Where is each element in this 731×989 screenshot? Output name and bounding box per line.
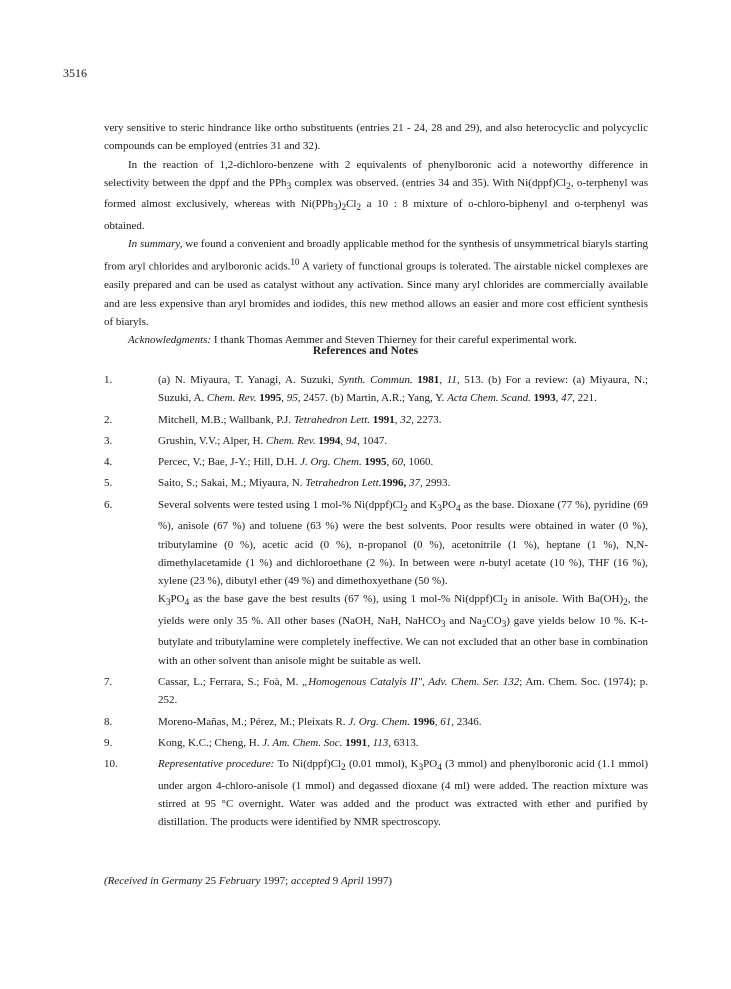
text-run: 2 [356, 202, 362, 213]
reference-item [104, 673, 648, 710]
text-run: complex was observed. (entries 34 and 35). With Ni(dppf)Cl [291, 176, 567, 189]
reference-number: 9. [104, 736, 113, 749]
reference-number: 10. [104, 758, 118, 771]
reference-text [158, 755, 648, 831]
text-run: 1997; [260, 875, 291, 887]
reference-number: 5. [104, 477, 113, 490]
text-run: Chem. Rev. [206, 392, 257, 405]
text-run: Tetrahedron Lett. [305, 477, 382, 490]
text-run: 4 [455, 502, 461, 513]
text-run: , 513. (b) For a review: (a) Miyaura, N.; Suzuki, A. [158, 374, 649, 405]
text-run: , [555, 392, 562, 405]
text-run: CO [486, 614, 502, 627]
text-run: , [439, 374, 447, 386]
reference-number: 4. [104, 456, 113, 469]
text-run: as the base gave the best results (67 %), using 1 mol-% Ni(dppf)Cl [189, 593, 504, 606]
reference-item [104, 755, 648, 831]
text-run: 1996, [381, 477, 407, 490]
text-run: , 2346. [451, 715, 482, 728]
text-run: a 10 : 8 mixture of o-chloro-biphenyl and o-terphenyl was obtained. [104, 198, 648, 232]
page-number: 3516 [63, 66, 87, 80]
reference-number: 7. [104, 676, 113, 689]
text-run: , 2273. [411, 413, 442, 426]
text-run: A variety of functional groups is tolerated. The airstable nickel complexes are easily prepared and can be used as catalyst without any activation. Since many aryl chlorides are commercially available and are less expensive than aryl bromides and iodides, this new method allows an easier and more cost efficient synthesis of biaryls. [104, 261, 648, 328]
text-run: 1995 [364, 456, 387, 469]
text-run: 1981 [417, 374, 440, 386]
text-run: 3 [165, 597, 171, 608]
text-run: 11 [446, 374, 457, 386]
text-run: and K [407, 498, 438, 511]
text-run: 9 [330, 875, 342, 887]
text-run: as the base. Dioxane (77 %), pyridine (69 %), anisole (67 %) and toluene (63 %) were the best solvents. Poor results were obtained in water (0 %), tributylamine (0 %), acetic acid (0 %), n-propanol (0 %), acetonitrile (1 %), heptane (1 %), N,N-dimethylacetamide (1 %) and dichloroethane (2 %). In between were [158, 498, 648, 569]
text-run: In summary, [128, 238, 183, 251]
text-run: 1991 [345, 736, 368, 749]
text-run: 2 [481, 619, 487, 630]
text-run: 60 [391, 456, 403, 469]
text-run: 25 [202, 875, 219, 887]
text-run: Mitchell, M.B.; Wallbank, P.J. [158, 413, 294, 426]
text-run: 1994 [318, 434, 341, 447]
text-run: (0.01 mmol), K [345, 758, 419, 771]
reference-text [158, 590, 648, 670]
text-run: , the yields were only 35 %. All other bases (NaOH, NaH, NaHCO [158, 593, 648, 627]
text-run: PO [423, 758, 438, 771]
text-run: 32 [400, 413, 412, 426]
text-run: 4 [184, 597, 190, 608]
reference-text [158, 411, 648, 429]
text-run: 2 [341, 762, 346, 773]
text-run: , [281, 392, 287, 405]
text-run: and Na [445, 614, 482, 627]
text-run: (Received in Germany [104, 875, 203, 887]
text-run: we found a convenient and broadly applicable method for the synthesis of unsymmetrical biaryls starting from aryl chlorides and arylboronic acids. [104, 238, 648, 274]
text-run: 10 [290, 257, 300, 268]
text-run: , [434, 715, 441, 728]
text-run: 113 [372, 736, 389, 749]
text-run: 1995 [259, 392, 282, 405]
text-run: 1996 [412, 715, 435, 728]
text-run: 2 [623, 597, 628, 608]
text-run: PO [441, 498, 456, 511]
paragraph-summary [104, 235, 648, 331]
text-run: , o-terphenyl was formed almost exclusively, whereas with Ni(PPh [104, 176, 648, 211]
text-run: J. Org. Chem. [348, 715, 410, 728]
reference-number: 1. [104, 374, 113, 386]
reference-item [104, 411, 648, 429]
text-run: Percec, V.; Bae, J-Y.; Hill, D.H. [158, 456, 301, 469]
text-run: , [386, 456, 392, 469]
reference-text [158, 713, 648, 731]
reference-number: 2. [104, 413, 113, 426]
text-run: , [367, 736, 373, 749]
text-run: 4 [437, 762, 442, 773]
text-run: April [341, 875, 364, 887]
reference-number: 8. [104, 715, 113, 728]
reference-text [158, 371, 648, 408]
text-run: Acknowledgments: [128, 334, 212, 347]
text-run: Representative procedure: [158, 758, 275, 771]
text-run: K [158, 593, 166, 606]
text-run: , 2993. [419, 477, 451, 490]
text-run: -butyl acetate (10 %), THF (16 %), xylene (23 %), dibutyl ether (49 %) and dimethoxyethane (50 %). [158, 556, 648, 588]
text-run: Several solvents were tested using 1 mol-% Ni(dppf)Cl [158, 498, 403, 511]
reference-text [158, 496, 648, 591]
text-run: (a) N. Miyaura, T. Yanagi, A. Suzuki, [158, 374, 339, 386]
text-run: , [340, 434, 346, 447]
text-run: Moreno-Mañas, M.; Pérez, M.; Pleixats R. [158, 715, 349, 728]
text-run: 1991 [372, 413, 395, 426]
reference-item [104, 371, 648, 408]
text-run: , 221. [572, 392, 597, 405]
text-run: In the reaction of 1,2-dichloro-benzene with 2 equivalents of phenylboronic acid a noteworthy difference in selectivity between the dppf and the PPh [104, 158, 648, 189]
text-run: 3 [501, 619, 507, 630]
text-run: Cassar, L.; Ferrara, S.; Foà, M. [158, 676, 303, 689]
text-run: , 1060. [402, 456, 434, 469]
text-run: 3 [437, 502, 442, 513]
text-run: 3 [286, 181, 292, 192]
reference-item [104, 496, 648, 670]
text-run: 3 [440, 619, 446, 630]
text-run: J. Org. Chem. [300, 456, 362, 469]
text-run: February [218, 875, 261, 887]
text-run: , 1047. [356, 434, 388, 447]
text-run: 1993 [533, 392, 556, 405]
text-run: in anisole. With Ba(OH) [507, 593, 624, 606]
text-run: 2 [503, 597, 508, 608]
text-run: (3 mmol) and phenylboronic acid (1.1 mmol) under argon 4-chloro-anisole (1 mmol) and degassed dioxane (4 ml) were added. The reaction mixture was stirred at 95 °C overnight. Water was added and the product was extracted with ether and purified by distillation. The products were identified by NMR spectroscopy. [158, 758, 648, 829]
reference-number: 6. [104, 498, 113, 511]
text-run: ) gave yields below 10 %. K-t-butylate and tributylamine were completely ineffective. We can not excluded that an other base in combination with an other solvent than anisole might be suitable as well. [158, 614, 649, 667]
text-run: To Ni(dppf)Cl [274, 758, 342, 771]
text-run: 61 [440, 715, 452, 728]
text-run: 95 [286, 392, 298, 405]
text-run: 37 [408, 477, 420, 490]
text-run: 2 [566, 181, 571, 192]
reference-item [104, 474, 648, 492]
text-run: ; Am. Chem. Soc. (1974); p. 252. [158, 676, 649, 707]
text-run: 3 [333, 202, 338, 213]
received-note [104, 875, 392, 887]
reference-item [104, 734, 648, 752]
text-run: Chem. Rev. [266, 434, 316, 447]
text-run: Saito, S.; Sakai, M.; Miyaura, N. [158, 477, 306, 490]
text-run: Cl [346, 198, 357, 211]
reference-item [104, 453, 648, 471]
paragraph-selectivity [104, 156, 648, 236]
reference-number: 3. [104, 434, 113, 447]
text-run: Kong, K.C.; Cheng, H. [158, 736, 263, 749]
text-run: 2 [341, 202, 347, 213]
text-run: Synth. Commun. [338, 374, 413, 386]
reference-text [158, 474, 648, 492]
text-run: accepted [290, 875, 331, 887]
reference-item [104, 713, 648, 731]
reference-text [158, 453, 648, 471]
text-run: Tetrahedron Lett. [293, 413, 371, 426]
reference-text [158, 432, 648, 450]
reference-text [158, 673, 648, 710]
references-heading: References and Notes [312, 345, 419, 357]
text-run: PO [170, 593, 185, 606]
text-run: , 2457. (b) Martin, A.R.; Yang, Y. [297, 392, 448, 405]
text-run: 47 [561, 392, 573, 405]
reference-item [104, 432, 648, 450]
text-run: n [479, 556, 485, 569]
body-text [104, 119, 648, 350]
text-run: very sensitive to steric hindrance like ortho substituents (entries 21 - 24, 28 and 29), and also heterocyclic and polycyclic compounds can be employed (entries 31 and 32). [104, 122, 648, 153]
text-run: 2 [402, 502, 408, 513]
text-run: „Homogenous Catalyis II", Adv. Chem. Ser. 132 [302, 676, 520, 689]
paragraph-entries [104, 119, 648, 156]
text-run: , 6313. [388, 736, 419, 749]
reference-text [158, 734, 648, 752]
text-run: 94 [345, 434, 357, 447]
text-run: Grushin, V.V.; Alper, H. [158, 434, 267, 447]
text-run: Acta Chem. Scand. [447, 392, 531, 405]
text-run: 1997) [363, 875, 393, 887]
text-run: ) [337, 198, 342, 211]
text-run: J. Am. Chem. Soc. [262, 736, 343, 749]
text-run: 3 [418, 762, 424, 773]
references-list [104, 371, 648, 835]
text-run: I thank Thomas Aemmer and Steven Thierney for their careful experimental work. [211, 334, 577, 347]
text-run: , [394, 413, 401, 426]
